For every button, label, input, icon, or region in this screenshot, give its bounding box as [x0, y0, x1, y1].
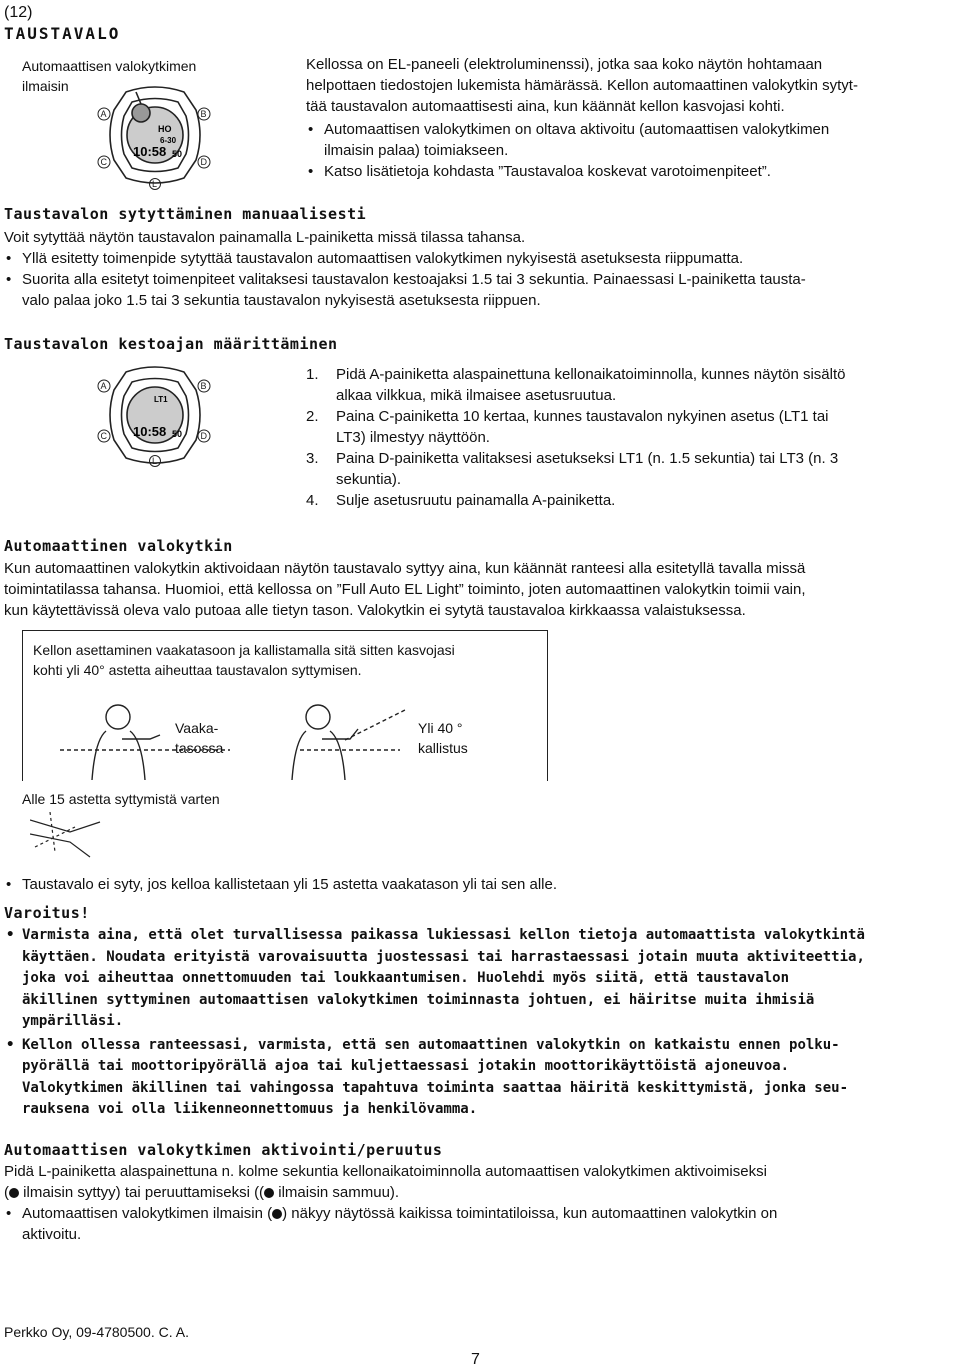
- activation-heading: Automaattisen valokytkimen aktivointi/peruutus: [4, 1141, 443, 1159]
- svg-text:A: A: [100, 381, 107, 391]
- manual-heading: Taustavalon sytyttäminen manuaalisesti: [4, 205, 367, 223]
- auto-light-indicator-icon: [272, 1209, 282, 1219]
- footer-page-number: 7: [471, 1351, 480, 1368]
- label-horizontal: Vaaka- tasossa: [175, 720, 224, 756]
- svg-text:L: L: [152, 456, 158, 466]
- watch-display-sec: 50: [172, 149, 183, 159]
- watch-display-sec: 50: [172, 429, 183, 439]
- section-title: TAUSTAVALO: [4, 24, 121, 43]
- watch-display-mid: 6-30: [160, 136, 177, 145]
- svg-text:C: C: [100, 431, 107, 441]
- intro-text: Kellossa on EL-paneeli (elektroluminenssi), jotka saa koko näytön hohtamaan helpottaen tiedostojen lukemista hämärässä. Kellon automaattinen valokytkin sytyt- tää taustavalon automaattisesti aina, kun käännät kellon kasvojasi kohti. • Automaattisen valokytkimen on oltava aktivoitu (automaattisen valokytkimen ilmaisin palaa) toimiakseen. • Katso lisätietoja kohdasta ”Taustavaloa koskevat varotoimenpiteet”.: [306, 54, 946, 182]
- warning-heading: Varoitus!: [4, 904, 90, 922]
- note-15: • Taustavalo ei syty, jos kelloa kallistetaan yli 15 astetta vaakatason yli tai sen alle.: [4, 874, 960, 895]
- watch-illustration: [96, 80, 214, 190]
- warning-item: • Kellon ollessa ranteessasi, varmista, että sen automaattinen valokytkin on katkaistu ennen polku- pyörällä tai moottoripyörällä ajoa tai kuljettaessasi jotakin moottorikäyttöistä ajoneuvoa. Valokytkimen äkillinen tai vahingossa tapahtuva toiminta saattaa häiritä keskittymistä, jonka seu- rauksena voi olla liikenneonnettomuus ja henkilövamma.: [4, 1035, 959, 1121]
- watch-display-lt: LT1: [154, 395, 168, 404]
- page-number-top: (12): [4, 4, 33, 21]
- step: 3. Paina D-painiketta valitaksesi asetukseksi LT1 (n. 1.5 sekuntia) tai LT3 (n. 3 sekuntia).: [306, 450, 839, 488]
- auto-light-indicator-icon: [9, 1188, 19, 1198]
- intro-bullet: • Automaattisen valokytkimen on oltava aktivoitu (automaattisen valokytkimen ilmaisin palaa) toimiakseen.: [306, 119, 946, 161]
- svg-text:B: B: [200, 109, 207, 119]
- duration-steps: [306, 364, 956, 511]
- auto-text: Kun automaattinen valokytkin aktivoidaan näytön taustavalo syttyy aina, kun käännät ranteesi alla esitetyllä tavalla missä toimintatilassa tahansa. Huomioi, että kellossa on ”Full Auto EL Light” toiminto, joten automaattinen valokytkin toimii vain, kun käytettävissä oleva valo putoaa alle tietyn tason. Valokytkin ei sytytä taustavaloa kirkkaassa valaistuksessa.: [4, 560, 806, 619]
- step: 4. Sulje asetusruutu painamalla A-painiketta.: [306, 492, 616, 509]
- watch-illustration-2: [96, 362, 214, 468]
- svg-text:A: A: [100, 109, 107, 119]
- figure-caption: Kellon asettaminen vaakatasoon ja kallistamalla sitä sitten kasvojasi kohti yli 40° astetta aiheuttaa taustavalon syttymisen.: [33, 642, 455, 678]
- manual-bullet: • Yllä esitetty toimenpide sytyttää taustavalon automaattisen valokytkimen nykyisestä asetuksesta riippumatta.: [4, 248, 954, 269]
- watch-display-time: 10:58: [133, 424, 167, 439]
- wrist-illustration: [30, 812, 105, 862]
- activation-text: Pidä L-painiketta alaspainettuna n. kolme sekuntia kellonaikatoiminnolla automaattisen valokytkimen aktivoimiseksi ( ilmaisin syttyy) tai peruuttamiseksi (( ilmaisin sammuu). • Automaattisen valokytkimen ilmaisin ( ) näkyy näytössä kaikissa toimintatiloissa, kun automaattinen valokytkin on aktivoitu.: [4, 1161, 959, 1245]
- label-below15: Alle 15 astetta syttymistä varten: [22, 791, 220, 807]
- svg-text:D: D: [200, 157, 207, 167]
- warning-list: [4, 925, 959, 1121]
- intro-bullet: • Katso lisätietoja kohdasta ”Taustavaloa koskevat varotoimenpiteet”.: [306, 161, 946, 182]
- svg-text:D: D: [200, 431, 207, 441]
- svg-text:L: L: [152, 179, 158, 189]
- warning-item: • Varmista aina, että olet turvallisessa paikassa lukiessasi kellon tietoja automaattista valokytkintä käyttäen. Noudata erityistä varovaisuutta juostessasi tai harrastaessasi jotain muuta aktiviteettia, joka voi aiheuttaa onnettomuuden tai loukkaantumisen. Huolehdi myös siitä, että taustavalon äkillinen syttyminen automaattisen valokytkimen toiminnasta johtuen, ei häiritse muita ihmisiä ympärilläsi.: [4, 925, 959, 1033]
- indicator-label: Automaattisen valokytkimen ilmaisin: [22, 58, 197, 94]
- figure-people: [60, 695, 460, 780]
- svg-text:C: C: [100, 157, 107, 167]
- footer-company: Perkko Oy, 09-4780500. C. A.: [4, 1324, 189, 1340]
- watch-display-time: 10:58: [133, 144, 167, 159]
- manual-text: Voit sytyttää näytön taustavalon painamalla L-painiketta missä tilassa tahansa. • Yllä esitetty toimenpide sytyttää taustavalon automaattisen valokytkimen nykyisestä asetuksesta riippumatta. • Suorita alla esitetyt toimenpiteet valitaksesi taustavalon kestoajaksi 1.5 tai 3 sekuntia. Painaessasi L-painiketta tausta- valo palaa joko 1.5 tai 3 sekuntia taustavalon nykyisestä asetuksesta riippuen.: [4, 227, 954, 311]
- manual-bullet: • Suorita alla esitetyt toimenpiteet valitaksesi taustavalon kestoajaksi 1.5 tai 3 sekuntia. Painaessasi L-painiketta tausta- valo palaa joko 1.5 tai 3 sekuntia taustavalon nykyisestä asetuksesta riippuen.: [4, 269, 954, 311]
- step: 2. Paina C-painiketta 10 kertaa, kunnes taustavalon nykyinen asetus (LT1 tai LT3) ilmestyy näyttöön.: [306, 408, 829, 446]
- duration-heading: Taustavalon kestoajan määrittäminen: [4, 335, 338, 353]
- step: 1. Pidä A-painiketta alaspainettuna kellonaikatoiminnolla, kunnes näytön sisältö alkaa vilkkua, mikä ilmaisee asetusruutua.: [306, 366, 846, 404]
- watch-display-top: HO: [158, 124, 172, 134]
- activation-bullet: • Automaattisen valokytkimen ilmaisin ( ) näkyy näytössä kaikissa toimintatiloissa, kun automaattinen valokytkin on aktivoitu.: [4, 1203, 959, 1245]
- label-tilt: Yli 40 ° kallistus: [418, 720, 468, 756]
- auto-heading: Automaattinen valokytkin: [4, 537, 233, 555]
- svg-text:B: B: [200, 381, 207, 391]
- auto-light-indicator-icon: [264, 1188, 274, 1198]
